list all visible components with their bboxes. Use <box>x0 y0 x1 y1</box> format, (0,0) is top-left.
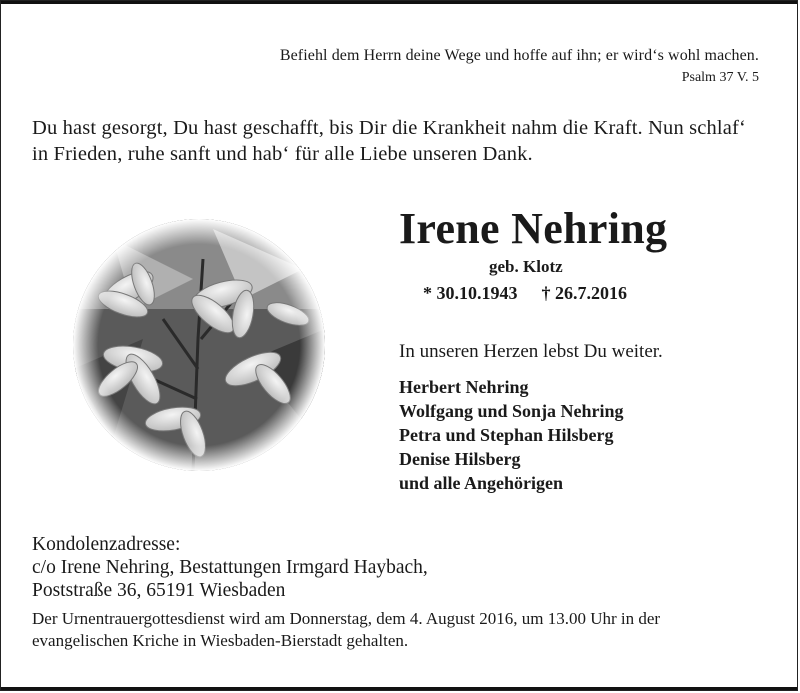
mourners-list <box>399 375 624 495</box>
service-announcement <box>32 608 782 652</box>
mourner-name: Petra und Stephan Hilsberg <box>399 425 614 445</box>
deceased-name: Irene Nehring <box>399 204 668 253</box>
lilies-image <box>73 219 325 471</box>
condolence-line: c/o Irene Nehring, Bestattungen Irmgard Haybach, <box>32 557 428 578</box>
service-line: Der Urnentrauergottesdienst wird am Donnerstag, dem 4. August 2016, um 13.00 Uhr in der <box>32 609 661 628</box>
mourner-name: Wolfgang und Sonja Nehring <box>399 401 624 421</box>
intro-line: Du hast gesorgt, Du hast geschafft, bis Dir die Krankheit nahm die Kraft. Nun schlaf‘ <box>32 117 746 139</box>
mourner-name: Denise Hilsberg <box>399 449 521 469</box>
intro-line: in Frieden, ruhe sanft und hab‘ für alle Liebe unseren Dank. <box>32 143 533 165</box>
death-date: † 26.7.2016 <box>541 283 627 303</box>
top-rule <box>1 1 797 4</box>
intro-poem <box>32 115 772 167</box>
condolence-heading: Kondolenzadresse: <box>32 534 181 555</box>
life-dates <box>423 283 651 304</box>
memorial-motto: In unseren Herzen lebst Du weiter. <box>399 341 663 362</box>
service-line: evangelischen Kriche in Wiesbaden-Bierstadt gehalten. <box>32 631 409 650</box>
mourner-name: und alle Angehörigen <box>399 473 564 493</box>
mourner-name: Herbert Nehring <box>399 377 529 397</box>
condolence-line: Poststraße 36, 65191 Wiesbaden <box>32 580 286 601</box>
maiden-name: geb. Klotz <box>489 257 563 276</box>
birth-date: * 30.10.1943 <box>423 283 518 303</box>
psalm-reference: Psalm 37 V. 5 <box>681 70 759 85</box>
bottom-rule <box>1 687 797 690</box>
condolence-address <box>32 533 428 602</box>
lilies-photo <box>73 219 325 471</box>
psalm-verse: Befiehl dem Herrn deine Wege und hoffe auf ihn; er wird‘s wohl machen. <box>279 47 759 64</box>
